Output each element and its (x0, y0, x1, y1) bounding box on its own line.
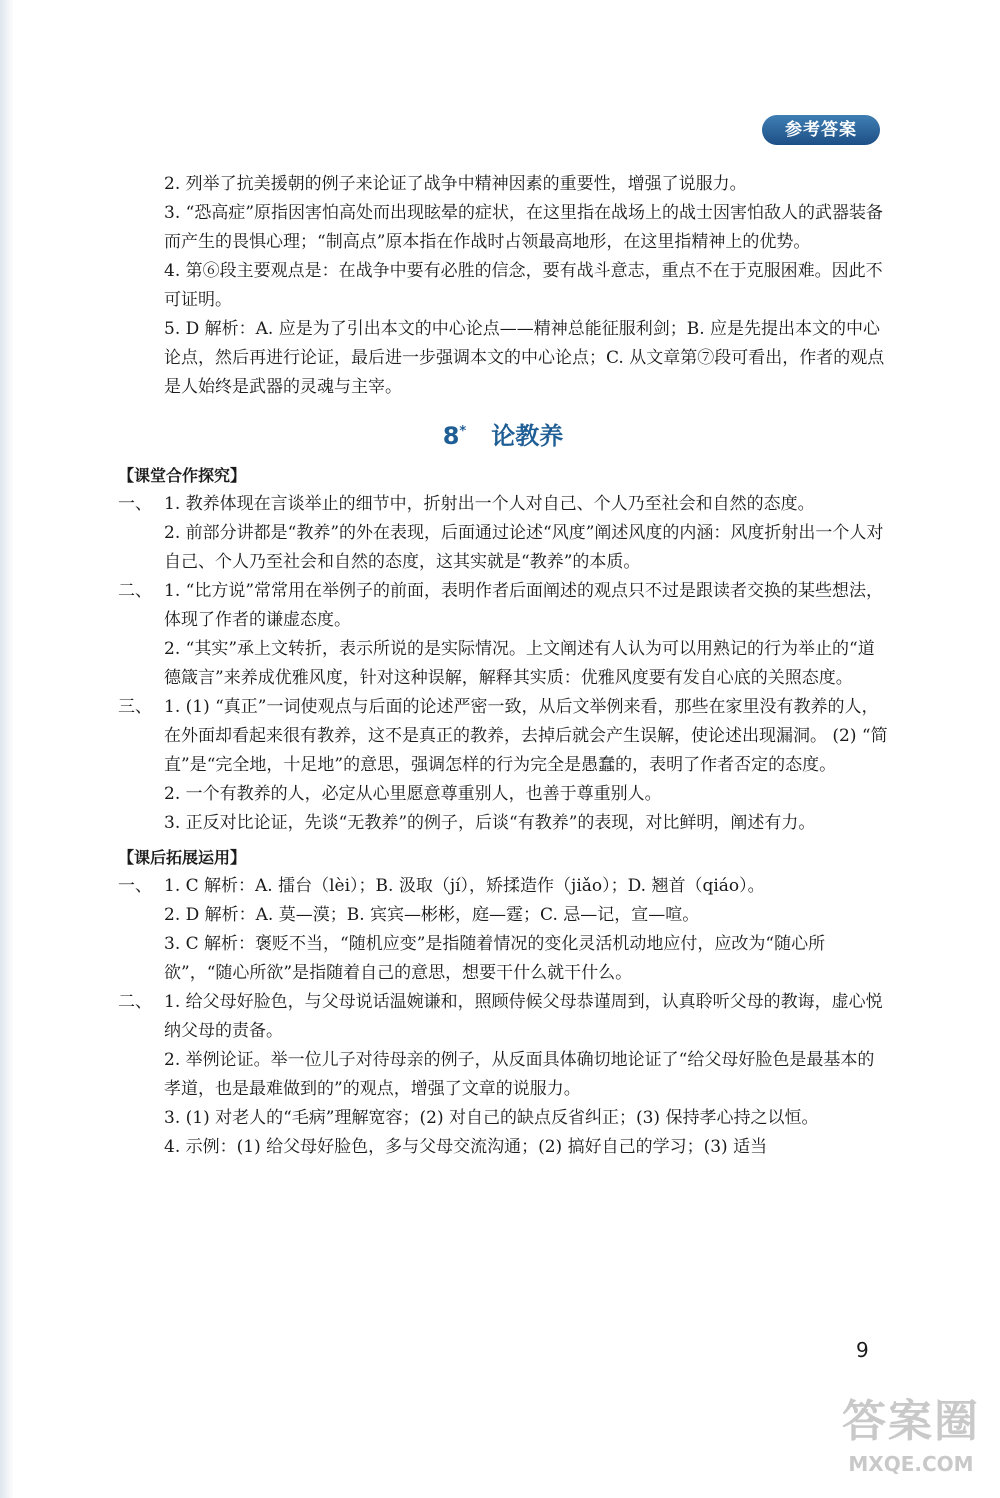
answer-item: 2. 列举了抗美援朝的例子来论证了战争中精神因素的重要性，增强了说服力。 (164, 174, 747, 194)
item-text: 2. 前部分讲都是“教养”的外在表现，后面通过论述“风度”阐述风度的内涵：风度折射出一个人对自己、个人乃至社会和自然的态度，这其实就是“教养”的本质。 (164, 523, 884, 572)
answer-item (118, 930, 888, 988)
answer-item (118, 780, 888, 809)
item-text: 2. 一个有教养的人，必定从心里愿意尊重别人，也善于尊重别人。 (164, 784, 662, 804)
item-lead: 一、 (118, 494, 152, 514)
item-text: 1. 给父母好脸色，与父母说话温婉谦和，照顾侍候父母恭谨周到，认真聆听父母的教诲，虚心悦纳父母的责备。 (164, 992, 883, 1041)
watermark-url: MXQE.COM (848, 1452, 974, 1476)
answer-item: 3. “恐高症”原指因害怕高处而出现眩晕的症状，在这里指在战场上的战士因害怕敌人的武器装备而产生的畏惧心理；“制高点”原本指在作战时占领最高地形，在这里指精神上的优势。 (164, 203, 884, 252)
answer-item (118, 1046, 888, 1104)
item-text: 3. (1) 对老人的“毛病”理解宽容；(2) 对自己的缺点反省纠正；(3) 保持孝心持之以恒。 (164, 1108, 819, 1128)
item-lead: 二、 (118, 992, 152, 1012)
answer-item (118, 490, 888, 519)
section-heading: 【课后拓展运用】 (118, 848, 247, 867)
answer-item (118, 519, 888, 577)
item-text: 4. 示例：(1) 给父母好脸色，多与父母交流沟通；(2) 搞好自己的学习；(3) 适当 (164, 1137, 768, 1157)
lesson-mark: * (459, 424, 467, 439)
lesson-name: 论教养 (491, 422, 564, 450)
answer-item (118, 1104, 888, 1133)
item-lead: 一、 (118, 876, 152, 896)
page-number: 9 (856, 1338, 869, 1362)
lesson-title (118, 412, 888, 456)
item-text: 2. 举例论证。举一位儿子对待母亲的例子，从反面具体确切地论证了“给父母好脸色是最基本的孝道，也是最难做到的”的观点，增强了文章的说服力。 (164, 1050, 875, 1099)
answer-item (118, 872, 888, 901)
item-text: 2. D 解析：A. 莫—漠；B. 宾宾—彬彬，庭—霆；C. 忌—记，宣—喧。 (164, 905, 700, 925)
item-text: 2. “其实”承上文转折，表示所说的是实际情况。上文阐述有人认为可以用熟记的行为举止的“道德箴言”来养成优雅风度，针对这种误解，解释其实质：优雅风度要有发自心底的关照态度。 (164, 639, 875, 688)
item-text: 1. 教养体现在言谈举止的细节中，折射出一个人对自己、个人乃至社会和自然的态度。 (164, 494, 815, 514)
answer-item (118, 988, 888, 1046)
item-lead: 二、 (118, 581, 152, 601)
answer-item: 4. 第⑥段主要观点是：在战争中要有必胜的信念，要有战斗意志，重点不在于克服困难。因此不可证明。 (164, 261, 883, 310)
page-edge-shadow (0, 0, 14, 1498)
answer-item: 5. D 解析：A. 应是为了引出本文的中心论点——精神总能征服利剑；B. 应是先提出本文的中心论点，然后再进行论证，最后进一步强调本文的中心论点；C. 从文章第⑦段可看出，作者的观点是人始终是武器的灵魂与主宰。 (164, 319, 885, 397)
item-text: 1. “比方说”常常用在举例子的前面，表明作者后面阐述的观点只不过是跟读者交换的某些想法，体现了作者的谦虚态度。 (164, 581, 884, 630)
lesson-number: 8 (442, 422, 460, 450)
item-text: 1. C 解析：A. 擂台（lèi）；B. 汲取（jí），矫揉造作（jiǎo）；D. 翘首（qiáo）。 (164, 876, 765, 896)
item-lead: 三、 (118, 697, 152, 717)
item-text: 3. C 解析：褒贬不当，“随机应变”是指随着情况的变化灵活机动地应付，应改为“随心所欲”，“随心所欲”是指随着自己的意思，想要干什么就干什么。 (164, 934, 826, 983)
item-text: 3. 正反对比论证，先谈“无教养”的例子，后谈“有教养”的表现，对比鲜明，阐述有力。 (164, 813, 816, 833)
answer-item (118, 693, 888, 780)
answer-item (118, 635, 888, 693)
answer-item (118, 577, 888, 635)
page-content (118, 170, 888, 1162)
answer-item (118, 901, 888, 930)
answer-item (118, 809, 888, 838)
item-text: 1. (1) “真正”一词使观点与后面的论述严密一致，从后文举例来看，那些在家里没有教养的人，在外面却看起来很有教养，这不是真正的教养，去掉后就会产生误解，使论述出现漏洞。 (2) “简直”是“完全地，十足地”的意思，强调怎样的行为完全是愚蠢的，表明了作者否定的态度。 (164, 697, 888, 775)
answer-key-badge: 参考答案 (762, 115, 880, 145)
watermark-text: 答案圈 (842, 1396, 980, 1447)
answer-item (118, 1133, 888, 1162)
section-heading: 【课堂合作探究】 (118, 466, 247, 485)
watermark (836, 1392, 986, 1492)
